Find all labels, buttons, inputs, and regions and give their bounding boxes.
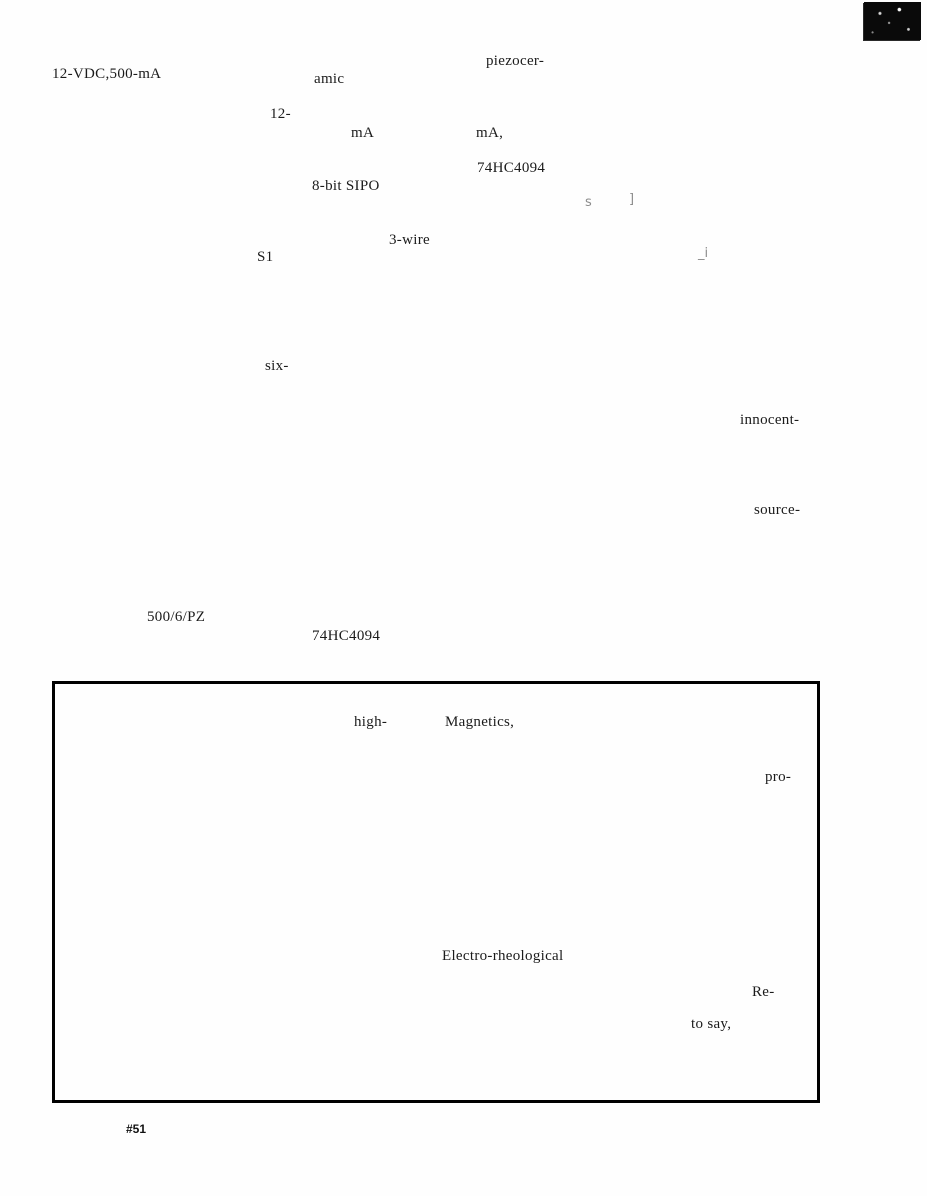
text-fragment-source: source- [754,502,801,518]
text-fragment-amic: amic [314,71,345,87]
text-fragment-74hc4094-bottom: 74HC4094 [312,628,381,644]
text-fragment-to-say: to say, [691,1016,732,1032]
text-fragment-pro: pro- [765,769,792,785]
text-fragment-faint-bracket: ] [629,192,635,207]
text-fragment-faint-i: _i [698,246,709,261]
text-fragment-part-number: 500/6/PZ [147,609,206,625]
text-fragment-74hc4094-top: 74HC4094 [477,160,546,176]
text-fragment-high: high- [354,714,388,730]
text-fragment-electro-rheological: Electro-rheological [442,948,564,964]
text-fragment-s1: S1 [257,249,274,265]
text-fragment-re: Re- [752,984,775,1000]
text-fragment-ma-1: mA [351,125,375,141]
text-fragment-innocent: innocent- [740,412,800,428]
text-fragment-supply-rating: 12-VDC,500-mA [52,66,162,82]
text-fragment-magnetics: Magnetics, [445,714,515,730]
text-fragment-six: six- [265,358,289,374]
text-fragment-ma-2: mA, [476,125,504,141]
text-fragment-piezocer: piezocer- [486,53,545,69]
text-fragment-twelve: 12- [270,106,291,122]
callout-box [52,681,820,1103]
text-fragment-faint-s: s [585,195,592,210]
text-fragment-3-wire: 3-wire [389,232,430,248]
text-fragment-8bit-sipo: 8-bit SIPO [312,178,380,194]
scan-artifact-black-patch [864,2,921,40]
page-number: #51 [126,1122,147,1136]
